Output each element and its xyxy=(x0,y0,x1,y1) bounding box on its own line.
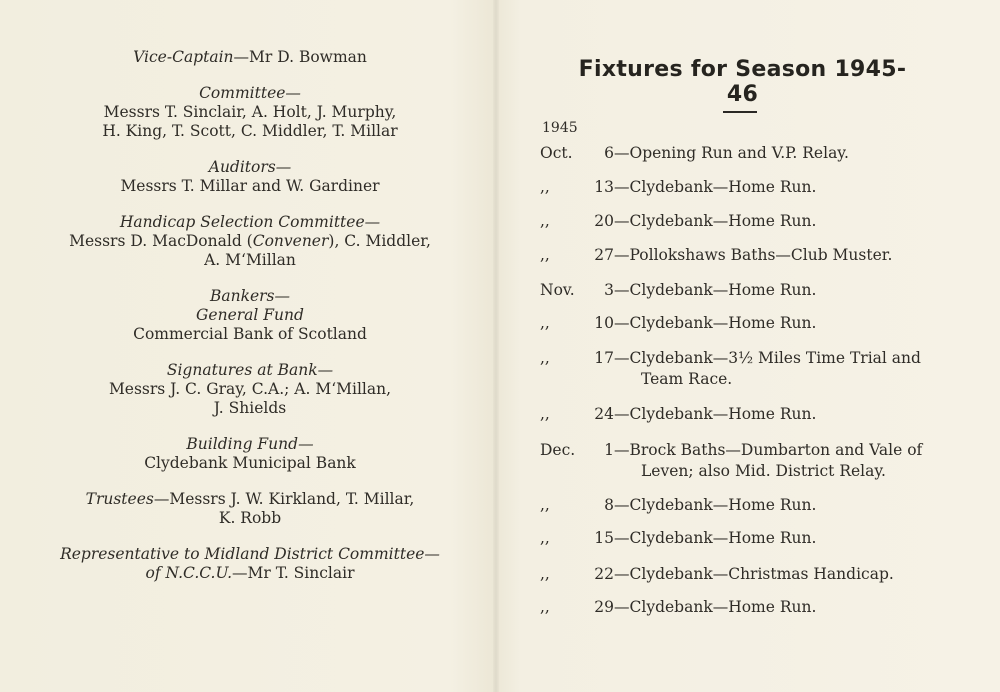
fixture-continuation: Team Race. xyxy=(641,370,733,388)
signatures-line: Messrs J. C. Gray, C.A.; A. M‘Millan, xyxy=(108,380,392,398)
bankers-heading: Bankers— xyxy=(209,287,291,305)
fixture-text: —Clydebank—3½ Miles Time Trial and xyxy=(614,349,921,367)
vice-captain-name: —Mr D. Bowman xyxy=(233,48,367,66)
fixture-text: —Opening Run and V.P. Relay. xyxy=(614,144,849,162)
fixture-text: —Clydebank—Home Run. xyxy=(614,212,817,230)
fixture-text: —Clydebank—Home Run. xyxy=(614,496,817,514)
fixture-line xyxy=(540,564,894,585)
handicap-line: A. M‘Millan xyxy=(204,251,296,269)
fixture-text: —Clydebank—Home Run. xyxy=(614,529,817,547)
fixture-day: 17 xyxy=(594,349,614,367)
committee-block xyxy=(40,84,460,141)
handicap-heading: Handicap Selection Committee— xyxy=(119,213,381,231)
handicap-text: ), C. Middler, xyxy=(328,232,431,250)
fixture-month: Oct. xyxy=(540,144,573,162)
fixture-row xyxy=(540,528,816,549)
fixture-month: ,, xyxy=(540,405,550,423)
fixture-row xyxy=(540,313,816,334)
fixture-row xyxy=(540,211,816,232)
fixture-line xyxy=(540,143,849,164)
left-page xyxy=(40,48,460,600)
representative-block xyxy=(40,545,460,583)
fixture-day: 1 xyxy=(604,441,614,459)
fixture-text: —Brock Baths—Dumbarton and Vale of xyxy=(614,441,923,459)
fixture-line xyxy=(540,404,816,425)
fixture-month: ,, xyxy=(540,212,550,230)
handicap-text: Messrs D. MacDonald ( xyxy=(69,232,253,250)
fixture-row xyxy=(540,177,816,198)
fixture-row xyxy=(540,348,921,390)
committee-line: H. King, T. Scott, C. Middler, T. Millar xyxy=(102,122,398,140)
signatures-block xyxy=(40,361,460,418)
fixture-day: 13 xyxy=(594,178,614,196)
vice-captain-label: Vice-Captain xyxy=(133,48,234,66)
fixture-text: —Pollokshaws Baths—Club Muster. xyxy=(614,246,893,264)
committee-heading: Committee— xyxy=(199,84,301,102)
fixture-line xyxy=(540,440,922,461)
convener-text: Convener xyxy=(252,232,329,250)
fixture-line xyxy=(540,280,816,301)
bankers-block xyxy=(40,287,460,344)
fixture-row xyxy=(540,440,922,482)
fixture-day: 20 xyxy=(594,212,614,230)
fixture-month: ,, xyxy=(540,529,550,547)
fixture-text: —Clydebank—Christmas Handicap. xyxy=(614,565,894,583)
auditors-block xyxy=(40,158,460,196)
fixture-text: —Clydebank—Home Run. xyxy=(614,405,817,423)
fixture-day: 24 xyxy=(594,405,614,423)
fixture-day: 29 xyxy=(594,598,614,616)
fixture-month: ,, xyxy=(540,314,550,332)
fixture-line xyxy=(540,528,816,549)
fixture-day: 10 xyxy=(594,314,614,332)
fixture-month: ,, xyxy=(540,178,550,196)
fixture-text: —Clydebank—Home Run. xyxy=(614,314,817,332)
fixture-row xyxy=(540,495,816,516)
page-title: Fixtures for Season 1945-46 xyxy=(578,57,907,107)
fixture-line xyxy=(540,245,892,266)
fixture-month: ,, xyxy=(540,246,550,264)
representative-heading: Representative to Midland District Committee— xyxy=(60,545,440,563)
fixture-month: ,, xyxy=(540,598,550,616)
fixture-row xyxy=(540,245,892,266)
auditors-heading: Auditors— xyxy=(208,158,292,176)
fixture-day: 3 xyxy=(604,281,614,299)
trustees-text: —Messrs J. W. Kirkland, T. Millar, xyxy=(153,490,415,508)
fixture-row xyxy=(540,597,816,618)
representative-name: —Mr T. Sinclair xyxy=(232,564,355,582)
fixture-day: 8 xyxy=(604,496,614,514)
fixture-row xyxy=(540,280,816,301)
signatures-heading: Signatures at Bank— xyxy=(166,361,334,379)
fixture-line xyxy=(540,348,921,369)
trustees-label: Trustees xyxy=(85,490,154,508)
fixture-month: Dec. xyxy=(540,441,576,459)
fixture-month: ,, xyxy=(540,565,550,583)
fixture-month: ,, xyxy=(540,349,550,367)
year-label: 1945 xyxy=(542,120,578,136)
auditors-line: Messrs T. Millar and W. Gardiner xyxy=(120,177,380,195)
fixture-line xyxy=(540,211,816,232)
handicap-line xyxy=(40,232,460,251)
fixture-text: —Clydebank—Home Run. xyxy=(614,178,817,196)
general-fund-heading: General Fund xyxy=(196,306,304,324)
fixture-month: Nov. xyxy=(540,281,575,299)
fixture-row xyxy=(540,564,894,585)
vice-captain-block xyxy=(40,48,460,67)
title-rule xyxy=(723,111,757,113)
fixture-text: —Clydebank—Home Run. xyxy=(614,281,817,299)
signatures-line: J. Shields xyxy=(213,399,287,417)
fixture-day: 22 xyxy=(594,565,614,583)
fixture-month: ,, xyxy=(540,496,550,514)
fixture-row xyxy=(540,143,849,164)
fixture-day: 15 xyxy=(594,529,614,547)
fixture-line xyxy=(540,495,816,516)
trustees-line: K. Robb xyxy=(218,509,282,527)
bankers-line: Commercial Bank of Scotland xyxy=(133,325,367,343)
fixture-line xyxy=(540,313,816,334)
building-fund-heading: Building Fund— xyxy=(186,435,314,453)
nccu-label: of N.C.C.U. xyxy=(145,564,233,582)
fixture-line xyxy=(540,177,816,198)
fixture-line xyxy=(540,597,816,618)
trustees-block xyxy=(40,490,460,528)
fixture-text: —Clydebank—Home Run. xyxy=(614,598,817,616)
fixture-day: 27 xyxy=(594,246,614,264)
fixture-row xyxy=(540,404,816,425)
building-fund-block xyxy=(40,435,460,473)
committee-line: Messrs T. Sinclair, A. Holt, J. Murphy, xyxy=(103,103,397,121)
handicap-block xyxy=(40,213,460,270)
fixture-continuation: Leven; also Mid. District Relay. xyxy=(641,462,886,480)
building-fund-line: Clydebank Municipal Bank xyxy=(144,454,356,472)
page-fold xyxy=(493,0,499,692)
fixture-day: 6 xyxy=(604,144,614,162)
